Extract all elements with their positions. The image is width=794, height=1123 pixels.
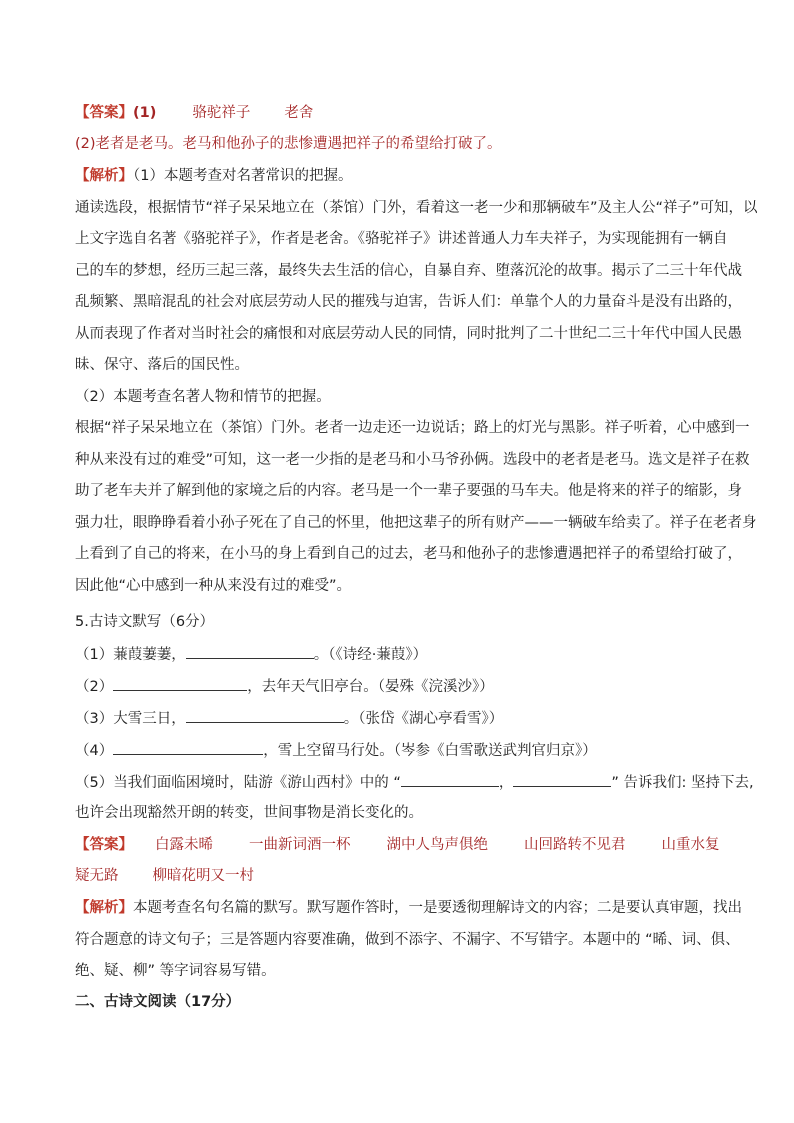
- q5-item-4: （4） ，雪上空留马行处。（岑参《白雪歌送武判官归京》）: [75, 740, 597, 761]
- fill-blank: [113, 740, 263, 755]
- fill-blank: [401, 772, 499, 787]
- analysis-line: 从而表现了作者对当时社会的痛恨和对底层劳动人民的同情，同时批判了二十世纪二三十年代中国人民愚: [75, 326, 742, 342]
- analysis-line: 乱频繁、黑暗混乱的社会对底层劳动人民的摧残与迫害，告诉人们：单靠个人的力量奋斗是没有出路的，: [75, 294, 742, 310]
- q5-item-2: （2） ，去年天气旧亭台。（晏殊《浣溪沙》）: [75, 676, 494, 697]
- q5-answer-line2: [75, 866, 254, 886]
- answer-item: 疑无路: [75, 868, 119, 884]
- analysis-line: 助了老车夫并了解到他的家境之后的内容。老马是一个一辈子要强的马车夫。他是将来的祥子的缩影，身: [75, 483, 742, 499]
- analysis-line: 根据“祥子呆呆地立在（茶馆）门外。老者一边走还一边说话；路上的灯光与黑影。祥子听着，心中感到一: [75, 420, 750, 436]
- answer-label: 【答案】: [75, 837, 133, 853]
- q4-answer-line2: (2)老者是老马。老马和他孙子的悲惨遭遇把祥子的希望给打破了。: [75, 136, 502, 152]
- analysis-line: 种从来没有过的难受”可知，这一老一少指的是老马和小马爷孙俩。选段中的老者是老马。选文是祥子在救: [75, 452, 750, 468]
- fill-blank: [186, 708, 344, 723]
- answer-label: 【答案】: [75, 105, 133, 121]
- fill-blank: [513, 772, 611, 787]
- answer-item: 一曲新词酒一杯: [249, 837, 351, 853]
- analysis-line: （2）本题考查名著人物和情节的把握。: [75, 389, 331, 405]
- q4-answer-line1: [75, 103, 313, 123]
- analysis-line: 因此他“心中感到一种从来没有过的难受”。: [75, 578, 352, 594]
- analysis-line: 上看到了自己的将来，在小马的身上看到自己的过去，老马和他孙子的悲惨遭遇把祥子的希望给打破了，: [75, 546, 742, 562]
- answer-item: 湖中人鸟声俱绝: [386, 837, 488, 853]
- answer-item: 山重水复: [661, 837, 720, 853]
- section-title: 二、古诗文阅读（17分）: [75, 994, 241, 1010]
- answer-number: (1): [133, 105, 157, 121]
- q5-answer-line1: [75, 835, 720, 855]
- fill-blank: [186, 644, 314, 659]
- analysis-label: 【解析】: [75, 900, 133, 916]
- q5-item-1: （1）蒹葭萋萋， 。（《诗经·蒹葭》）: [75, 644, 427, 665]
- answer-item: 柳暗花明又一村: [152, 868, 254, 884]
- q5-item-5: （5）当我们面临困境时，陆游《游山西村》中的 “ ， ” 告诉我们: 坚持下去,: [75, 772, 754, 793]
- answer-item: 山回路转不见君: [524, 837, 626, 853]
- q4-analysis-header: [75, 166, 352, 186]
- answer-book-title: 骆驼祥子: [192, 105, 251, 121]
- analysis-line: 昧、保守、落后的国民性。: [75, 357, 249, 373]
- answer-item: 白露未晞: [155, 837, 213, 853]
- analysis-line: 强力壮，眼睁睁看着小孙子死在了自己的怀里，他把这辈子的所有财产——一辆破车给卖了。祥子在老者身: [75, 515, 757, 531]
- analysis-label: 【解析】: [75, 168, 133, 184]
- analysis-line: 绝、疑、柳” 等字词容易写错。: [75, 963, 276, 979]
- q5-item-3: （3）大雪三日， 。（张岱《湖心亭看雪》）: [75, 708, 503, 729]
- analysis-line: 符合题意的诗文句子；三是答题内容要准确，做到不添字、不漏字、不写错字。本题中的 “晞、词、俱、: [75, 932, 740, 948]
- fill-blank: [113, 676, 247, 691]
- answer-author: 老舍: [284, 105, 314, 121]
- q5-analysis-line1: 【解析】本题考查名句名篇的默写。默写题作答时，一是要透彻理解诗文的内容；二是要认真审题，找出: [75, 900, 742, 916]
- q5-title: 5.古诗文默写（6分）: [75, 614, 215, 630]
- analysis-line: 通读选段，根据情节“祥子呆呆地立在（茶馆）门外，看着这一老一少和那辆破车”及主人公“祥子”可知，以: [75, 200, 758, 216]
- q5-item-5-line2: 也许会出现豁然开朗的转变，世间事物是消长变化的。: [75, 805, 423, 821]
- analysis-line: 上文字选自名著《骆驼祥子》，作者是老舍。《骆驼祥子》讲述普通人力车夫祥子，为实现能拥有一辆自: [75, 231, 728, 247]
- analysis-line: 己的车的梦想，经历三起三落，最终失去生活的信心，自暴自弃、堕落沉沦的故事。揭示了二三十年代战: [75, 263, 742, 279]
- analysis-part1-intro: （1）本题考查对名著常识的把握。: [133, 168, 353, 184]
